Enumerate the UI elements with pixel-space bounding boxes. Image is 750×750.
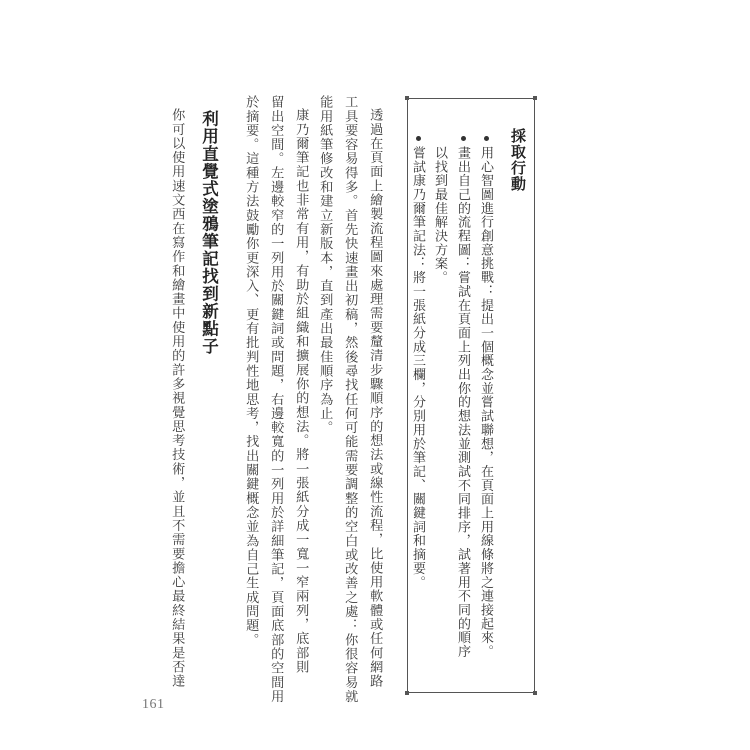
box-title: 採取行動 bbox=[509, 128, 527, 192]
box-corner-ornament bbox=[533, 691, 537, 695]
page-number: 161 bbox=[142, 697, 165, 712]
box-corner-ornament bbox=[405, 691, 409, 695]
box-item-continuation: 以找到最佳解決方案。 bbox=[432, 146, 447, 285]
box-item: 畫出自己的流程圖：嘗試在頁面上列出你的想法並測試不同排序，試著用不同的順序 bbox=[455, 146, 470, 659]
body-line: 於摘要。這種方法鼓勵你更深入、更有批判性地思考，找出關鍵概念並為自己生成問題。 bbox=[243, 95, 259, 647]
bullet-icon bbox=[416, 136, 421, 141]
box-corner-ornament bbox=[533, 96, 537, 100]
body-line: 留出空間。左邊較窄的一列用於關鍵詞或問題，右邊較寬的一列用於詳細筆記，頁面底部的空間用 bbox=[268, 95, 284, 704]
bullet-icon bbox=[461, 136, 466, 141]
box-item: 用心智圖進行創意挑戰：提出一個概念並嘗試聯想，在頁面上用線條將之連接起來。 bbox=[478, 146, 493, 659]
bullet-icon bbox=[484, 136, 489, 141]
body-line: 工具要容易得多。首先快速畫出初稿，然後尋找任何可能需要調整的空白或改善之處：你很容易就 bbox=[342, 95, 358, 704]
box-corner-ornament bbox=[405, 96, 409, 100]
section-heading: 利用直覺式塗鴉筆記找到新點子 bbox=[199, 110, 219, 355]
body-line: 能用紙筆修改和建立新版本，直到產出最佳順序為止。 bbox=[317, 95, 333, 435]
body-line: 康乃爾筆記也非常有用，有助於組織和擴展你的想法。將一張紙分成一寬一窄兩列，底部則 bbox=[293, 108, 309, 674]
box-item: 嘗試康乃爾筆記法：將一張紙分成三欄，分別用於筆記、關鍵詞和摘要。 bbox=[410, 146, 425, 590]
body-line: 透過在頁面上繪製流程圖來處理需要釐清步驟順序的想法或線性流程，比使用軟體或任何網路 bbox=[367, 108, 383, 689]
section-body-line: 你可以使用速文西在寫作和繪畫中使用的許多視覺思考技術，並且不需要擔心最終結果是否達 bbox=[169, 108, 185, 689]
